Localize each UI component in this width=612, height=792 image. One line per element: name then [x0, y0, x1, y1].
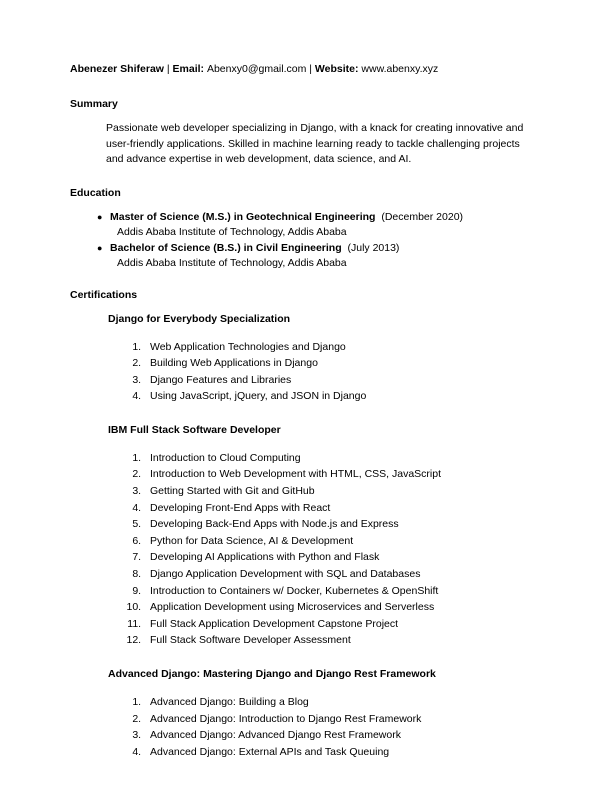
certification-group-advanced-django: [70, 667, 540, 760]
course-item: 9. Introduction to Containers w/ Docker, Kubernetes & OpenShift: [144, 583, 540, 600]
contact-header: [70, 62, 540, 77]
course-item: 8. Django Application Development with SQL and Databases: [144, 566, 540, 583]
education-degree: Bachelor of Science (B.S.) in Civil Engineering: [110, 241, 342, 254]
education-date: (July 2013): [347, 241, 400, 254]
website-value[interactable]: www.abenxy.xyz: [361, 63, 439, 75]
certification-title: Advanced Django: Mastering Django and Django Rest Framework: [108, 668, 436, 680]
summary-text: Passionate web developer specializing in Django, with a knack for creating innovative and user-friendly applications. Skilled in machine learning ready to tackle challenging projects and advance expertise in web development, data science, and AI.: [106, 122, 524, 165]
certification-course-list: [70, 694, 540, 760]
certification-title: IBM Full Stack Software Developer: [108, 423, 281, 436]
certification-group-ibm-full-stack: [70, 423, 540, 649]
course-item: 3. Getting Started with Git and GitHub: [144, 483, 540, 500]
education-entry: [97, 210, 540, 240]
course-item: 2. Introduction to Web Development with HTML, CSS, JavaScript: [144, 466, 540, 483]
course-item: 2. Advanced Django: Introduction to Django Rest Framework: [144, 711, 540, 728]
education-date: (December 2020): [381, 210, 464, 223]
course-item: 6. Python for Data Science, AI & Development: [144, 533, 540, 550]
course-item: 11. Full Stack Application Development Capstone Project: [144, 616, 540, 633]
section-heading-education: Education: [70, 186, 121, 199]
section-heading-summary: Summary: [70, 98, 118, 110]
education-list: [70, 210, 540, 271]
website-label: Website:: [314, 63, 359, 75]
bullet-icon: ●: [97, 211, 103, 222]
certification-title: Django for Everybody Specialization: [108, 312, 291, 325]
section-heading-certifications: Certifications: [70, 288, 138, 301]
course-item: 7. Developing AI Applications with Python and Flask: [144, 549, 540, 566]
course-item: 2. Building Web Applications in Django: [144, 355, 540, 372]
email-value[interactable]: Abenxy0@gmail.com: [206, 63, 307, 75]
course-item: 3. Django Features and Libraries: [144, 372, 540, 389]
certification-group-django-everybody: [70, 312, 540, 405]
header-separator-2: |: [309, 63, 312, 75]
course-item: 5. Developing Back-End Apps with Node.js and Express: [144, 516, 540, 533]
education-school: Addis Ababa Institute of Technology, Addis Ababa: [117, 225, 347, 238]
course-item: 3. Advanced Django: Advanced Django Rest Framework: [144, 727, 540, 744]
email-label: Email:: [172, 63, 205, 75]
certification-course-list: [70, 450, 540, 649]
course-item: 4. Developing Front-End Apps with React: [144, 500, 540, 517]
education-entry: [97, 241, 540, 271]
course-item: 4. Advanced Django: External APIs and Task Queuing: [144, 744, 540, 761]
candidate-name: Abenezer Shiferaw: [70, 63, 164, 75]
course-item: 1. Web Application Technologies and Django: [144, 339, 540, 356]
education-degree: Master of Science (M.S.) in Geotechnical Engineering: [110, 210, 376, 223]
education-school: Addis Ababa Institute of Technology, Addis Ababa: [117, 256, 347, 269]
bullet-icon: ●: [97, 242, 103, 253]
course-item: 10. Application Development using Microservices and Serverless: [144, 599, 540, 616]
course-item: 4. Using JavaScript, jQuery, and JSON in Django: [144, 388, 540, 405]
course-item: 1. Advanced Django: Building a Blog: [144, 694, 540, 711]
certification-course-list: [70, 339, 540, 405]
course-item: 1. Introduction to Cloud Computing: [144, 450, 540, 467]
course-item: 12. Full Stack Software Developer Assessment: [144, 632, 540, 649]
header-separator-1: |: [166, 63, 170, 75]
